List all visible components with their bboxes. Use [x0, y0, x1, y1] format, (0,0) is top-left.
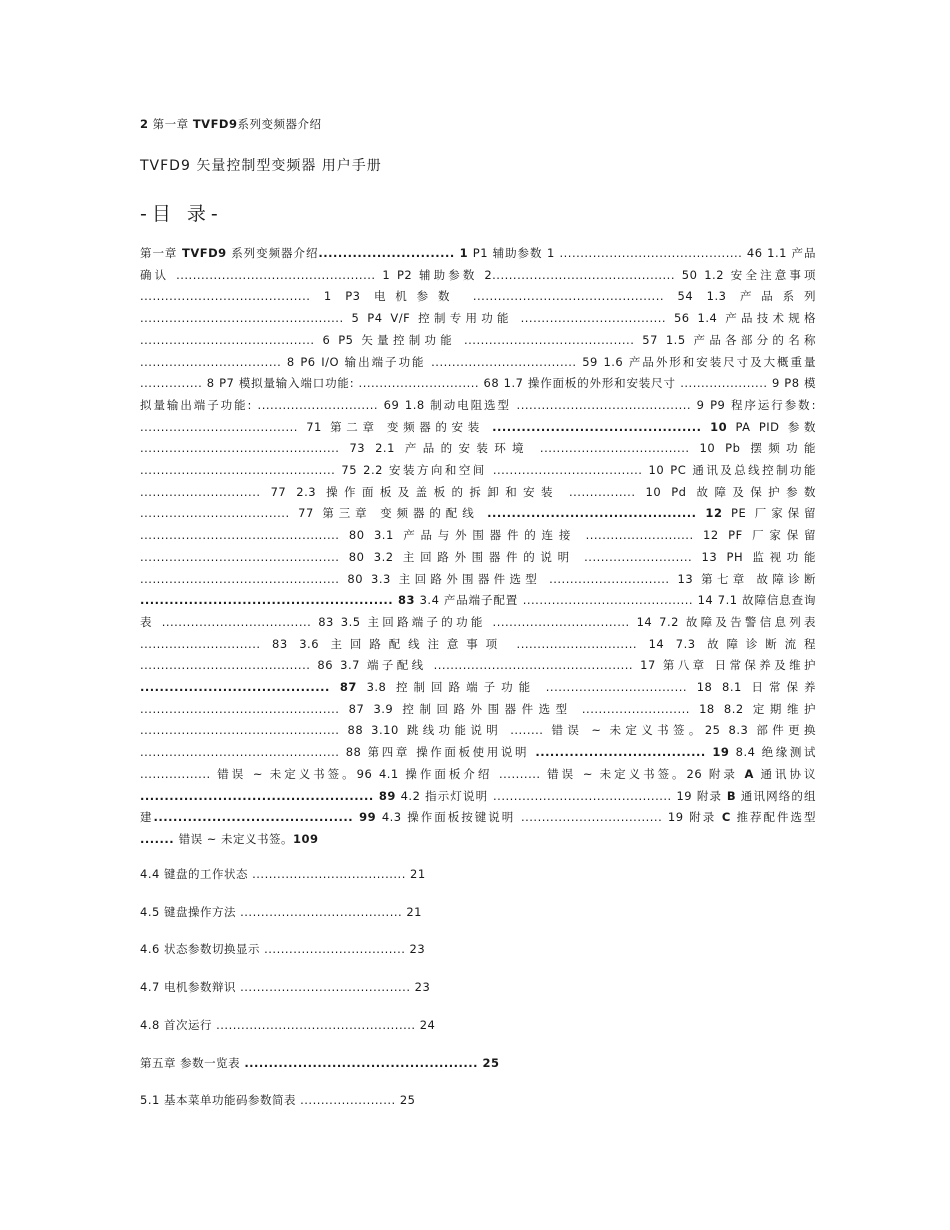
header-chapter: 第一章 — [152, 117, 189, 131]
toc-segment: PA PID 参数 ................................................ 73 2.1 产品的安装环境 .................................... 10 Pb 摆频功能 ............................................... 75 2.2 安装方向和空间 .................................... 10 PC 通讯及总线控制功能 ............................. 77 2.3 操作面板及盖板的拆卸和安装 ................ 10 Pd 故障及保护参数 .................................... 77 第三章 变频器的配线 — [140, 419, 816, 521]
toc-segment: 4.2 指示灯说明 ........................................... 19 附录 — [395, 788, 727, 803]
toc-segment: 推荐配件选型 — [730, 810, 817, 825]
header-chapter-title: 系列变频器介绍 — [237, 117, 322, 131]
toc-segment: TVFD9 — [181, 246, 227, 260]
toc-segment: 通讯协议 — [753, 766, 816, 781]
toc-paragraph — [140, 243, 816, 851]
toc-segment: ........................................... 12 — [487, 506, 723, 521]
header-page-number: 2 — [140, 117, 149, 131]
toc-segment: 第一章 — [140, 246, 182, 260]
toc-line-text: 4.8 首次运行 ................................................ 24 — [140, 1018, 436, 1032]
toc-segment: 3.8 控制回路端子功能 .................................. 18 8.1 日常保养 ................................................ 87 3.9 控制回路外围器件选型 .......................... 18 8.2 定期维护 ................................................ 88 3.10 跳线功能说明 ........ 错误 ~ 未定义书签。25 8.3 部件更换 ................................................ 88 第四章 操作面板使用说明 — [140, 680, 816, 760]
toc-segment: B — [726, 788, 737, 803]
toc-segment: PE 厂家保留 ................................................ 80 3.1 产品与外围器件的连接 .......................... 12 PF 厂家保留 ................................................ 80 3.2 主回路外围器件的说明 .......................... 13 PH 监视功能 ................................................ 80 3.3 主回路外围器件选型 ............................. 13 第七章 故障诊断 — [140, 506, 817, 586]
toc-line-text: 第五章 参数一览表 — [140, 1056, 245, 1070]
toc-line-text: 4.7 电机参数辩识 ......................................... 23 — [140, 980, 431, 994]
toc-segment: 通讯网络的组建 — [140, 788, 817, 825]
toc-segment: ................................... 19 — [535, 745, 730, 760]
toc-heading: -目 录- — [140, 203, 223, 225]
toc-line — [140, 1017, 435, 1033]
toc-line — [140, 904, 422, 920]
toc-line — [140, 866, 426, 882]
toc-segment: ......................................... 99 — [153, 810, 377, 825]
toc-segment: 错误 ~ 未定义书签。 — [178, 831, 294, 846]
header-model: TVFD9 — [192, 117, 238, 131]
toc-line-text: 4.6 状态参数切换显示 .................................. 23 — [140, 942, 426, 956]
toc-line — [140, 941, 425, 957]
toc-line-text: 4.5 键盘操作方法 ....................................... 21 — [140, 905, 422, 919]
document-title: TVFD9 矢量控制型变频器 用户手册 — [140, 158, 382, 174]
toc-segment: A — [744, 766, 754, 781]
toc-segment: 系列变频器介绍 — [226, 246, 319, 260]
toc-segment: ....................................... 87 — [140, 680, 357, 695]
toc-segment: P1 辅助参数 1 ............................................ 46 1.1 产品确认 ................................................ 1 P2 辅助参数 2............................................ 50 1.2 安全注意事项 ......................................... 1 P3 电机参数 .............................................. 54 1.3 产品系列 ................................................. 5 P4 V/F 控制专用功能 ................................... 56 1.4 产品技术规格 .......................................... 6 P5 矢量控制功能 ......................................... 57 1.5 产品各部分的名称 .................................. 8 P6 I/O 输出端子功能 ................................... 59 1.6 产品外形和安装尺寸及大概重量 ............... 8 P7 模拟量输入端口功能: ............................. 68 1.7 操作面板的外形和安装尺寸 ..................... 9 P8 模拟量输出端子功能: ............................. 69 1.8 制动电阻选型 .......................................... 9 P9 程序运行参数: ...................................... 71 第二章 变频器的安装 — [140, 246, 817, 434]
toc-segment: 4.3 操作面板按键说明 .................................. 19 附录 — [376, 810, 722, 825]
toc-line — [140, 979, 430, 995]
toc-segment: ....... — [140, 831, 179, 846]
toc-segment: 8.4 绝缘测试 ................. 错误 ~ 未定义书签。96 4.1 操作面板介绍 .......... 错误 ~ 未定义书签。26 附录 — [140, 745, 816, 781]
toc-line-page: ................................................ 25 — [244, 1056, 500, 1070]
toc-segment: ........................................... 10 — [492, 419, 728, 434]
toc-segment: 109 — [293, 831, 319, 846]
toc-segment: C — [721, 810, 731, 825]
toc-line-text: 4.4 键盘的工作状态 ..................................... 21 — [140, 867, 426, 881]
toc-segment: ............................ 1 — [318, 246, 469, 260]
toc-segment: .................................................... 83 — [140, 593, 416, 608]
toc-line — [140, 1092, 415, 1108]
toc-line — [140, 1055, 500, 1071]
toc-segment: ................................................ 89 — [140, 788, 396, 803]
toc-line-text: 5.1 基本菜单功能码参数简表 ....................... 25 — [140, 1093, 416, 1107]
running-header — [140, 116, 321, 132]
toc-segment: 3.4 产品端子配置 ......................................... 14 7.1 故障信息查询表 .................................... 83 3.5 主回路端子的功能 ................................. 14 7.2 故障及告警信息列表 ............................. 83 3.6 主回路配线注意事项 ............................. 14 7.3 故障诊断流程 ......................................... 86 3.7 端子配线 ................................................ 17 第八章 日常保养及维护 — [140, 593, 816, 673]
